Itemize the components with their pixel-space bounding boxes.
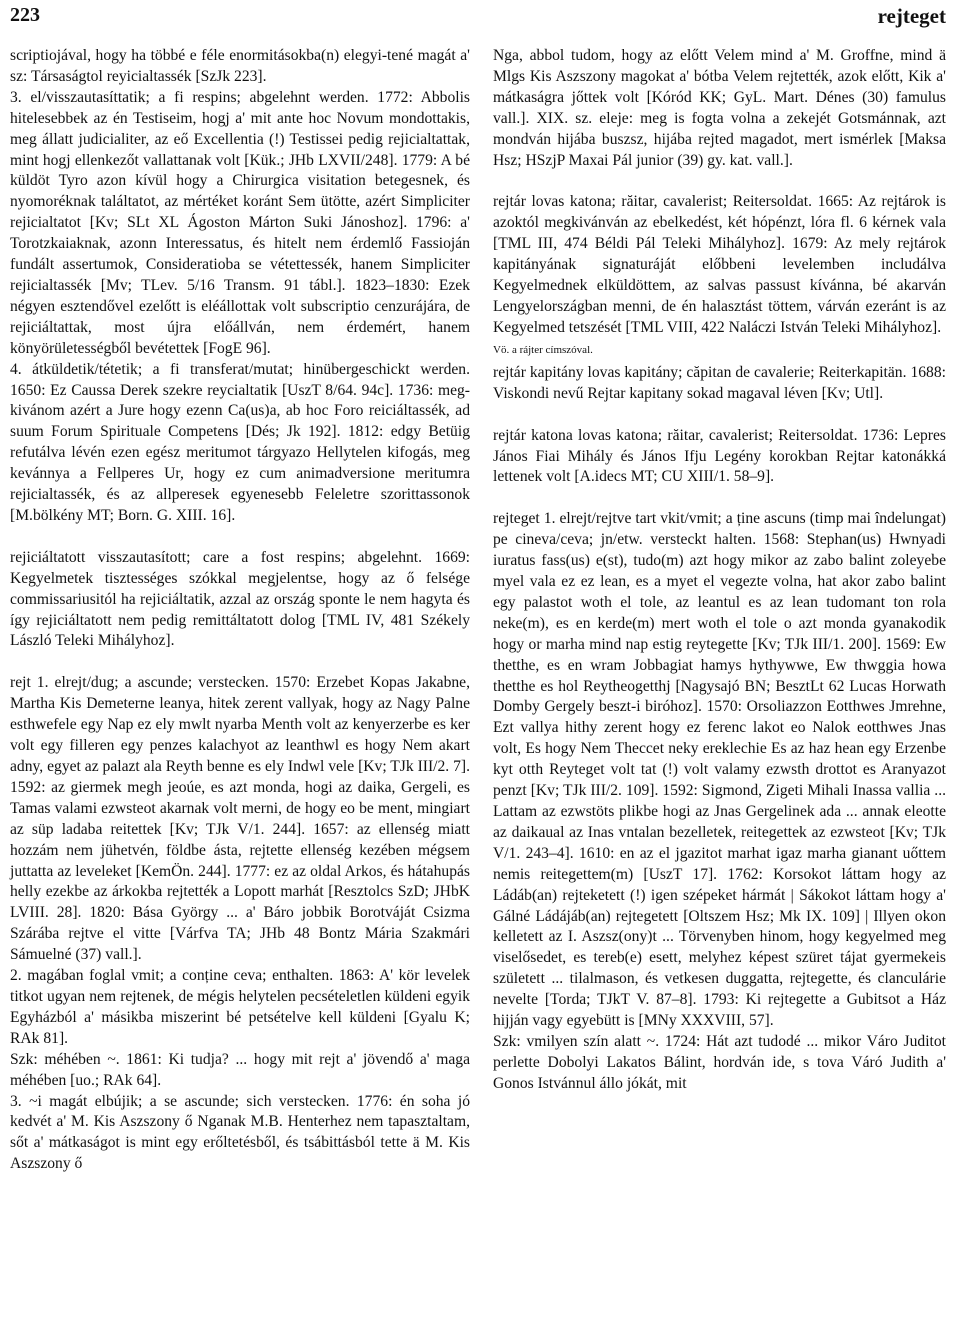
running-head: rejteget	[877, 4, 946, 28]
entry-rejtar-kapitany: rejtár kapitány lovas kapitány; căpitan de cavalerie; Reiterkapitän. 1688: Viskondi nevű Rejtar kapitany sokad magaval léven [Kv; Utl].	[493, 363, 946, 402]
entry-rejtar-katona: rejtár katona lovas katona; răitar, cavalerist; Reitersoldat. 1736: Lepres János Fiai Mihály és János Ifju Legény korokban Rejtar katonákká lettenek volt [A.idecs MT; CU XIII/1. 58–9].	[493, 426, 946, 486]
paragraph-right-0: Nga, abbol tudom, hogy az előtt Velem mind a' M. Groffne, mind ä Mlgs Kis Aszszony magokat a' bótba Velem rejtették, azok előtt, Kik a' mátkaságra jőttek volt [Kóród KK; GyL. Mart. Dénes (30) famulus vall.]. XIX. sz. eleje: meg is fogta volna a zekejét Gotsmánnak, azt mondván hijába buszsz, hijába rejted magadot, mert ismérlek [Maksa Hsz; HSzjP Maxai Pál junior (39) gy. kat. vall.].	[493, 47, 946, 169]
paragraph-left-0: scriptiojával, hogy ha többé e féle enormitásokba(n) elegyi-tené magát a' sz: Társaságtol reyicialtassék [SzJk 223].	[10, 47, 470, 85]
paragraph-left-5: 2. magában foglal vmit; a conține ceva; enthalten. 1863: A' kör levelek titkot ugyan nem rejtenek, de mégis helytelen pecsételetlen küldeni egyik Egyházból a' másikba miszerint bé petsételve kell küldeni [Gyalu K; RAk 81].	[10, 967, 470, 1047]
paragraph-left-1: 3. el/visszautasíttatik; a fi respins; abgelehnt werden. 1772: Abbolis hitelesebbek az én Testiseim, hogj a' mit ante hoc Novum mondottakis, meg állatt judicialiter, az eő Excellentia (!) Testissei pedig rejicialtattak, mint hogj ellenkezőt vallattanak volt [Kük.; JHb LXVII/248]. 1779: A bé küldöt Tyro azon kívül hogy a Chirurgica visitation betegesnek, és nyomoréknak találtatot, az mértéket koránt Sem ütötte, azért Simpliciter rejicialtatot [Kv; SLt XL Ágoston Márton Suki Jánoshoz]. 1796: a' Torotzkaiaknak, azonn Interessatus, és hitelt nem érdemlő Fassioján fundált assertumok, Consideratioba se vétettessék, hanem Simpliciter rejicialtassék [Mv; TLev. 5/16 Transm. 91 tábl.]. 1823–1830: Ezek négyen esztendővel ezelőtt is eléállottak volt subscriptio cenzurájára, de rejiciáltattak, most újra előállván, nem érdemért, hanem könyörületességből bevétettek [FogE 96].	[10, 88, 470, 357]
paragraph-right-6: Szk: vmilyen szín alatt ~. 1724: Hát azt tudodé ... mikor Váro Juditot perlette Dobolyi Lakatos Bálint, hordván ide, s tova Váró Judith a' Gonos Istvánnul állo jókát, mit	[493, 1032, 946, 1092]
left-column	[10, 46, 470, 1175]
paragraph-left-6: Szk: méhében ~. 1861: Ki tudja? ... hogy mit rejt a' jövendő a' maga méhében [uo.; RAk 64].	[10, 1050, 470, 1089]
paragraph-left-7: 3. ~i magát elbújik; a se ascunde; sich verstecken. 1776: én soha jó kedvét a' M. Kis Aszszony ő Nganak M.B. Henterhez nem tapasztaltam, sőt a' mátkaságot is mint egy erőltetésből, és tsábittásból tette ä M. Kis Aszszony ő	[10, 1092, 470, 1173]
right-column	[493, 46, 946, 1095]
cross-reference-note: Vö. a rájter címszóval.	[493, 343, 593, 356]
entry-rejicialtatott: rejiciáltatott visszautasított; care a fost respins; abgelehnt. 1669: Kegyelmetek tisztességes szókkal megjelentse, hogy az ő felsége commissariusitól ha rejiciáltatik, azzal az ország sponte le nem hagyta és így rejiciáltatott nem pedig remittáltatott dolog [TML IV, 481 Székely László Teleki Mihályhoz].	[10, 548, 470, 650]
page-header	[10, 4, 946, 34]
entry-rejt: rejt 1. elrejt/dug; a ascunde; verstecken. 1570: Erzebet Kopas Jakabne, Martha Kis Demeterne leanya, hitek zerent vallyak, hogy az Nagy Palne esthwefele egy Nap ez ely mwlt nyarba Menth volt az kenyerzerbe es ker volt egy filleren egy penzes kalachyot az leanthwl es hogy Nem akart adny, egyet az palazt ala Reyth benne es ely Indwl vele [Kv; TJk III/2. 7]. 1592: az giermek megh jeoúe, es azt monda, hogi az daika, Gergeli, es Tamas valami ezwsteot akarnak volt merni, de hogy eo be ment, mingiart az süp ladaba reitettek [Kv; TJk V/1. 244]. 1657: az ellenség miatt hozzám nem jühetvén, földbe ásta, rejtette ellenség kezében mégsem juttatta az leveleket [KemÖn. 244]. 1777: ez az oldal Arkos, és hátahupás helly ezekbe az árkokba rejtették a Lopott marhát [Resztolcs SzD; JHbK LVIII. 28]. 1820: Bása György ... a' Báro jobbik Borotváját Csizma Szárába rejtve el vitte [Várfva TA; JHb 48 Bontz Mária Szakmári Sámuelné (37) vall.].	[10, 674, 470, 964]
paragraph-left-2: 4. átküldetik/tétetik; a fi transferat/mutat; hinübergeschickt werden. 1650: Ez Caussa Derek szekre reycialtatik [UszT 8/64. 94c]. 1736: meg-kivánom azért a Jure hogy ezenn Ca(us)a, ab hoc Foro reiciáltassék, ad suum Forum Spirituale Competens [Dés; Jk 192]. 1812: edgy Betüig refutálva lévén ezen egész meritumot tárgyazo Hellytelen kifogás, meg kevánnya a Fellperes Ur, hogy ez cum animadversione meritumra rejicialtassék, és az allperesek egyenesebb Feleletre szorittassonok [M.bölkény MT; Born. G. XIII. 16].	[10, 360, 470, 524]
page-number: 223	[10, 4, 40, 26]
entry-rejteget: rejteget 1. elrejt/rejtve tart vkit/vmit; a ține ascuns (timp mai îndelungat) pe cineva/ceva; jn/etw. versteckt halten. 1568: Stephan(us) Hwnyadi iuratus fass(us) e(st), tudo(m) azt hogy mikor az zabo balint zoleyebe myel vala ez ez lean, es a myet el vegezte volna, hat akor zabo balint egy palastot woth el tole, az leantul es az lean tudomant ton rola neke(m), es en kerde(m) mert woth el tole o azt monda gyanakodik hogy or marha mind nap estig reytegette [Kv; TJk III/1. 200]. 1569: Ew thetthe, es en wram Jobbagiat hamys hythywwe, Ew thwggia howa thetthe es hol Reytheogetthj [Nagysajó BN; BesztLt 62 Lucas Horwath Domby Gergely beszt-i biróhoz]. 1570: Orsoliazzon Eotthwes Jmrehne, Ezt vallya hithy zerent hogy ez ferenc lakot eo Nalok eotthwes Jnas volt, Es hogy Nem Theccet neky ereklechie Es az haz hean egy Erzenbe kyt otth Reyteget volt tat (!) volt valamy ezwsth drottot es Aranyazot penzt [Kv; TJk III/2. 109]. 1592: Sigmond, Zigeti Mihali Inassa vallia ... Lattam az ezwstöts plikbe hogi az Jnas Gergelinek ada ... annak eleotte az daikaual az Inas vntalan bezelletek, reitegettek az ezwsteot [Kv; TJk V/1. 243–4]. 1610: en az el jgazitot marhat igaz marha gianant uőttem nemis reitegettem(m) [UszT 17]. 1762: Korsokot láttam hogy az Ládáb(an) rejteketett (!) igen szépeket hármát | Sákokot láttam hogy a' Gálné Ládájáb(an) rejtegetett [Oltszem Hsz; Mk IX. 109] | Illyen okon kelletett az I. Aszsz(ony)t ... Törvenyben hinom, hogy kegyelmed meg viselősedet, es tereb(e) esett, melyhez képest szüret tájat gyermekeis született ... tilalmason, és vetkesen duggatta, rejtegette, és clanculárie nevelte [Torda; TJkT V. 87–8]. 1793: Ki rejtegette a Gubitsot a Ház hijján vagy egyebütt is [MNy XXXVIII, 57].	[493, 510, 946, 1030]
entry-rejtar: rejtár lovas katona; răitar, cavalerist; Reitersoldat. 1665: Az rejtárok is azoktól megkivánván az ebelkedést, két hópénzt, lóra fl. 6 kérnek vala [TML III, 474 Béldi Pál Teleki Mihályhoz]. 1679: Az mely rejtárok kapitányának signaturáját előbbeni levelemben includálva Kegyelmednek elküldöttem, az salvas passust kívánna, bé akarván Lengyelországban menni, de én halasztást töttem, várván ezeránt is az Kegyelmed tetszését [TML VIII, 422 Naláczi István Teleki Mihályhoz].	[493, 193, 946, 336]
